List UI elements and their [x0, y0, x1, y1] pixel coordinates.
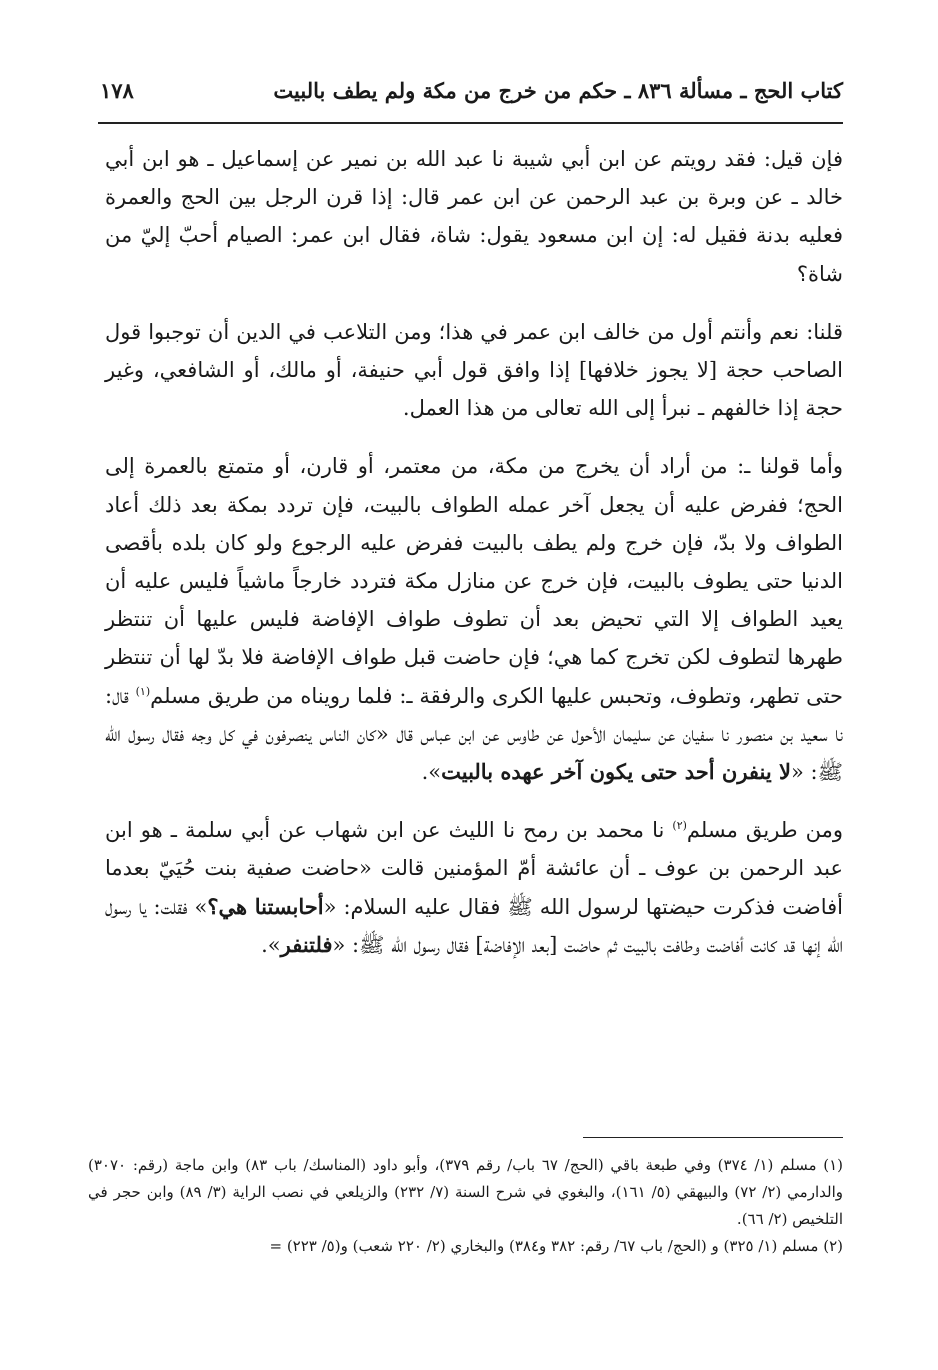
hadith-quote: لا ينفرن أحد حتى يكون آخر عهده بالبيت	[441, 759, 792, 785]
paragraph-ruling: وأما قولنا ـ: من أراد أن يخرج من مكة، من معتمر، أو قارن، أو متمتع بالعمرة إلى الحج؛ ففرض عليه أن يجعل آخر عمله الطواف بالبيت، فإن تردد بمكة بعد ذلك أعاد الطواف ولا بدّ، فإن خرج ولم يطف بالبيت ففرض عليه الرجوع ولو كان بلده بأقصى الدنيا حتى يطوف بالبيت، فإن خرج عن منازل مكة فتردد خارجاً ماشياً فليس عليه أن يعيد الطواف إلا التي تحيض بعد أن تطوف طواف الإفاضة فليس عليها أن تنتظر طهرها لتطوف لكن تخرج كما هي؛ فإن حاضت قبل طواف الإفاضة فلا بدّ لها أن تنتظر حتى تطهر، وتطوف، وتحبس عليها الكرى والرفقة ـ: فلما رويناه من طريق مسلم$^{(١)}$ قال: نا سعيد بن منصور نا سفيان عن سليمان الأحول عن طاوس عن ابن عباس قال «كان الناس ينصرفون في كل وجه فقال رسول الله ﷺ: «لا ينفرن أحد حتى يكون آخر عهده بالبيت».	[105, 454, 843, 785]
paragraph-reply: قلنا: نعم وأنتم أول من خالف ابن عمر في هذا؛ ومن التلاعب في الدين أن توجبوا قول الصاحب حجة [لا يجوز خلافها] إذا وافق قول أبي حنيفة، أو مالك، أو الشافعي، وغير حجة إذا خالفهم ـ نبرأ إلى الله تعالى من هذا العمل.	[105, 319, 843, 421]
footnote-2: (٢) مسلم (١/ ٣٢٥) و (الحج/ باب ٦٧/ رقم: ٣٨٢ و٣٨٤) والبخاري (٢/ ٢٢٠ شعب) و(٥/ ٢٢٣) =	[269, 1237, 843, 1255]
running-title: كتاب الحج ـ مسألة ٨٣٦ ـ حكم من خرج من مكة ولم يطف بالبيت	[273, 77, 843, 103]
main-text	[105, 140, 843, 976]
paragraph-safiyya-hadith: ومن طريق مسلم$^{(٢)}$ نا محمد بن رمح نا الليث عن ابن شهاب عن أبي سلمة ـ هو ابن عبد الرحمن بن عوف ـ أن عائشة أمّ المؤمنين قالت «حاضت صفية بنت حُيَيّ بعدما أفاضت فذكرت حيضتها لرسول الله ﷺ فقال عليه السلام: «أحابستنا هي؟» فقلت: يا رسول الله إنها قد كانت أفاضت وطافت بالبيت ثم حاضت [بعد الإفاضة] فقال رسول الله ﷺ: «فلتنفر».	[105, 818, 844, 957]
footnote-divider	[583, 1137, 843, 1138]
footnote-ref-1: (١)	[135, 684, 151, 698]
header-divider	[98, 122, 843, 124]
hadith-quote: فلتنفر	[280, 931, 333, 957]
continuation-mark: =	[269, 1237, 283, 1255]
footnote-ref-2: (٢)	[672, 819, 687, 833]
paragraph-objection: فإن قيل: فقد رويتم عن ابن أبي شيبة نا عبد الله بن نمير عن إسماعيل ـ هو ابن أبي خالد ـ عن وبرة بن عبد الرحمن عن ابن عمر قال: إذا قرن الرجل بين الحج والعمرة فعليه بدنة فقيل له: إن ابن مسعود يقول: شاة، فقال ابن عمر: الصيام أحبّ إليّ من شاة؟	[105, 147, 844, 286]
hadith-quote: أحابستنا هي؟	[207, 893, 324, 919]
page-number: ١٧٨	[100, 77, 134, 103]
footnote-1: (١) مسلم (١/ ٣٧٤) وفي طبعة باقي (الحج/ ٦٧ باب/ رقم ٣٧٩)، وأبو داود (المناسك/ باب ٨٣) وابن ماجة (رقم: ٣٠٧٠) والدارمي (٢/ ٧٢) والبيهقي (٥/ ١٦١)، والبغوي في شرح السنة (٧/ ٢٣٢) والزيلعي في نصب الراية (٣/ ٨٩) وابن حجر في التلخيص (٢/ ٦٦).	[88, 1156, 843, 1228]
page-header	[100, 70, 843, 110]
footnotes	[88, 1152, 843, 1260]
